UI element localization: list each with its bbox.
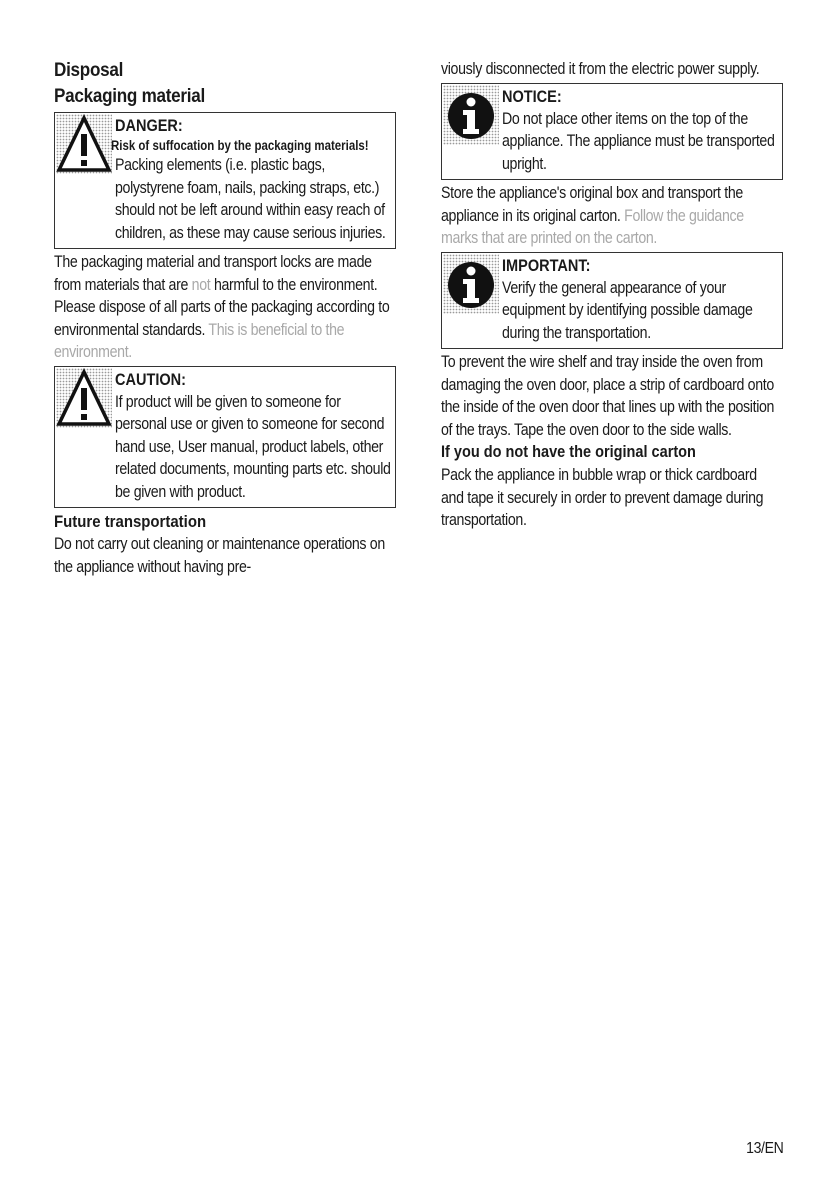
packaging-paragraph-part-a: The packaging material and transport locks are made from materials that are (54, 253, 372, 294)
notice-box (441, 83, 783, 181)
packaging-paragraph-part-b: harmful to the environment. Please dispose of all parts of the packaging according to environmental standards. (54, 275, 390, 339)
caution-title: CAUTION: (115, 370, 186, 389)
warning-triangle-icon (56, 114, 112, 174)
store-paragraph (441, 182, 782, 250)
danger-text: Packing elements (i.e. plastic bags, polystyrene foam, nails, packing straps, etc.) should not be left around within easy reach of children, as these may cause serious injuries. (115, 156, 386, 242)
danger-subtitle: Risk of suffocation by the packaging materials! (111, 138, 369, 153)
page-number: 13/EN (745, 1140, 783, 1157)
danger-box (54, 112, 396, 249)
info-icon (443, 254, 499, 314)
caution-box (54, 366, 396, 509)
heading-packaging-material: Packaging material (54, 86, 206, 107)
important-text: Verify the general appearance of your equipment by identifying possible damage during the transportation. (502, 278, 753, 342)
packaging-paragraph-faded-end: This is beneficial to the environment. (54, 320, 345, 361)
shelf-paragraph: To prevent the wire shelf and tray inside the oven from damaging the oven door, place a strip of cardboard onto the inside of the oven door that lines up with the position of the trays. Tape the oven door to the side walls. (441, 353, 775, 439)
notice-title: NOTICE: (502, 87, 562, 106)
warning-triangle-icon (56, 368, 112, 428)
packaging-paragraph-faded-not: not (191, 275, 211, 294)
caution-text: If product will be given to someone for personal use or given to someone for second hand use, User manual, product labels, other related documents, mounting parts etc. should be given with product. (115, 392, 391, 501)
left-column (54, 58, 396, 578)
heading-future-transportation: Future transportation (54, 512, 207, 531)
heading-disposal: Disposal (54, 60, 124, 81)
store-paragraph-faded: Follow the guidance marks that are printed on the carton. (441, 206, 744, 247)
notice-text: Do not place other items on the top of the appliance. The appliance must be transported upright. (502, 109, 775, 173)
info-icon (443, 85, 499, 145)
danger-title: DANGER: (115, 117, 183, 135)
packaging-paragraph (54, 251, 395, 364)
future-paragraph: Do not carry out cleaning or maintenance operations on the appliance without having pre- (54, 535, 385, 576)
no-carton-paragraph: Pack the appliance in bubble wrap or thick cardboard and tape it securely in order to prevent damage during transportation. (441, 466, 764, 529)
heading-no-original-carton: If you do not have the original carton (441, 443, 696, 461)
right-column (441, 58, 783, 532)
important-title: IMPORTANT: (502, 256, 591, 275)
store-paragraph-part-a: Store the appliance's original box and transport the appliance in its original carton. (441, 184, 743, 225)
important-box (441, 252, 783, 350)
continuation-paragraph: viously disconnected it from the electric power supply. (441, 60, 760, 78)
